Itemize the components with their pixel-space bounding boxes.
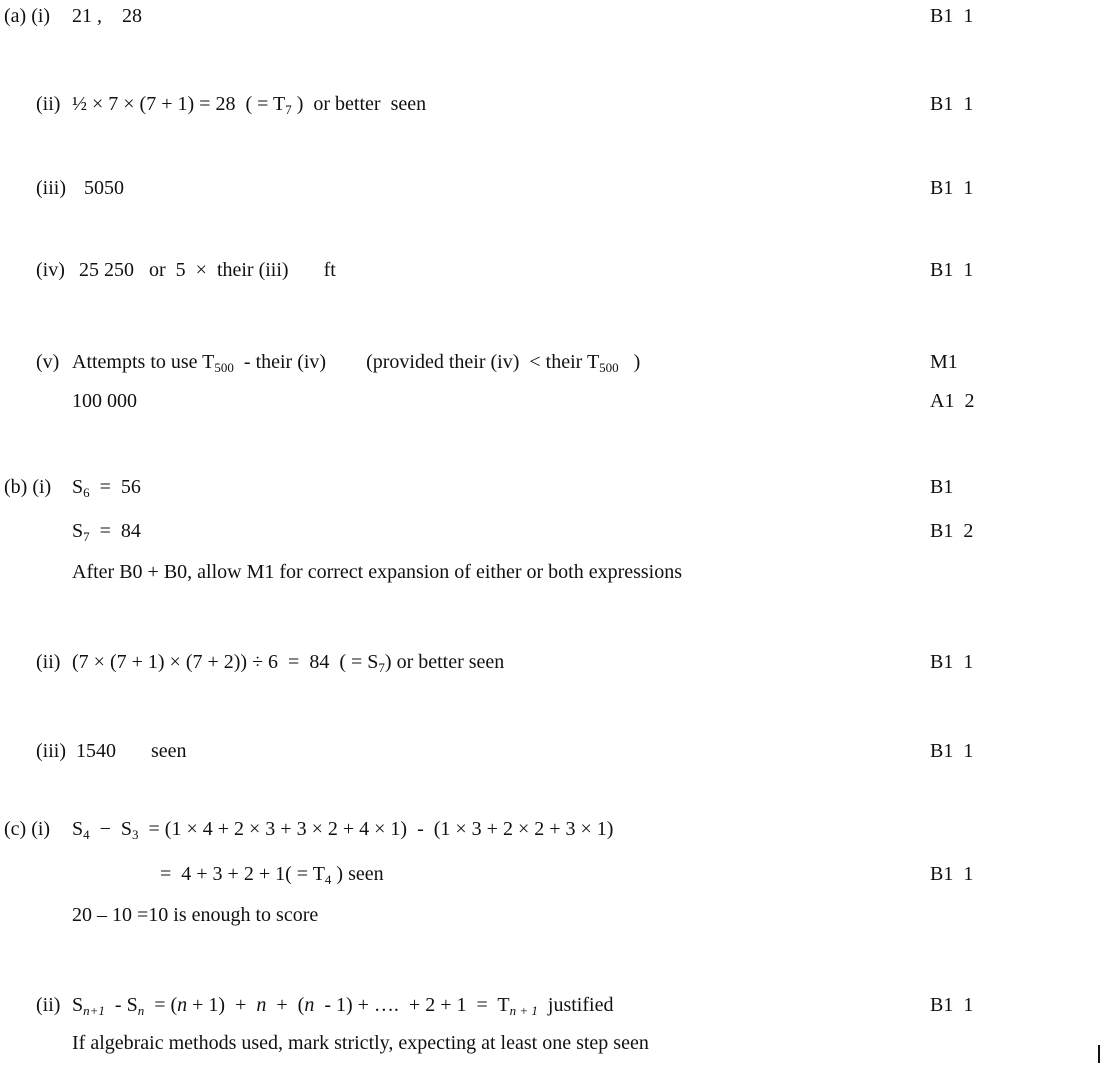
part-a-i-mark: B1 1 xyxy=(930,5,974,27)
part-a-v-mark-1: M1 xyxy=(930,351,958,373)
part-c-ii-label: (ii) xyxy=(36,994,61,1016)
part-a-v-mark-2: A1 2 xyxy=(930,390,975,412)
part-c-i-note: 20 – 10 =10 is enough to score xyxy=(72,904,319,926)
part-a-v-answer-line2: 100 000 xyxy=(72,390,137,412)
part-b-i-line2: $S_7 = 84$ xyxy=(72,520,141,544)
part-c-ii-answer: $S_{n+1} - S_n = (n + 1) + n + (n - 1)$ + …. + $2 + 1 = T_{n + 1}$ justified xyxy=(72,994,614,1018)
part-b-i-mark-2: B1 2 xyxy=(930,520,974,542)
part-a-i-answer: 21 , 28 xyxy=(72,5,142,27)
part-a-v-label: (v) xyxy=(36,351,60,373)
part-a-iii-answer: 5050 xyxy=(84,177,124,199)
part-b-iii-mark: B1 1 xyxy=(930,740,974,762)
part-c-ii-note: If algebraic methods used, mark strictly, expecting at least one step seen xyxy=(72,1032,649,1054)
part-a-ii-mark: B1 1 xyxy=(930,93,974,115)
part-c-i-label: (c) (i) xyxy=(4,818,51,840)
part-c-i-mark: B1 1 xyxy=(930,863,974,885)
part-b-ii-label: (ii) xyxy=(36,651,61,673)
part-a-iii-label: (iii) xyxy=(36,177,66,199)
part-c-i-line2: = $4 + 3 + 2 + 1( = T_4$ ) seen xyxy=(160,863,384,887)
part-c-ii-mark: B1 1 xyxy=(930,994,974,1016)
part-a-iv-answer: 25 250 or 5 × their (iii) ft xyxy=(79,259,336,281)
part-c-i-line1: $S_4 - S_3 = (1 \times 4 + 2 \times 3 + 3 \times 2 + 4 \times 1) - (1 \times 3 + 2 \times 2 + 3 \times 1)$ xyxy=(72,818,614,842)
part-a-v-answer: Attempts to use $T_{500}$ - their (iv) (provided their (iv) < their $T_{500}$ ) xyxy=(72,351,641,375)
part-b-i-mark-1: B1 xyxy=(930,476,954,498)
part-b-i-note: After B0 + B0, allow M1 for correct expansion of either or both expressions xyxy=(72,561,683,583)
part-a-iv-mark: B1 1 xyxy=(930,259,974,281)
part-b-iii-answer: 1540 seen xyxy=(76,740,187,762)
part-b-ii-answer: (7 × (7 + 1) × (7 + 2)) ÷ 6 = 84 ( = $S_7$) or better seen xyxy=(72,651,505,675)
part-a-ii-label: (ii) xyxy=(36,93,61,115)
part-b-iii-label: (iii) xyxy=(36,740,66,762)
part-a-iii-mark: B1 1 xyxy=(930,177,974,199)
part-b-i-label: (b) (i) xyxy=(4,476,52,498)
part-b-ii-mark: B1 1 xyxy=(930,651,974,673)
part-a-i-label: (a) (i) xyxy=(4,5,51,27)
part-b-i-line1: $S_6 = 56$ xyxy=(72,476,141,500)
part-a-iv-label: (iv) xyxy=(36,259,65,281)
part-a-ii-answer: ½ × 7 × (7 + 1) = 28 ( = $T_7$ ) or better seen xyxy=(72,93,427,117)
